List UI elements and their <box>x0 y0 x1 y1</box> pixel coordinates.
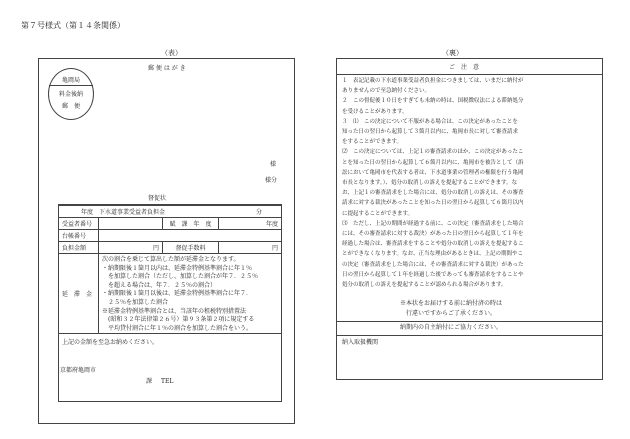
late-fee-label: 延 滞 金 <box>59 254 99 334</box>
footer-note-2: 行違いですからご了承ください。 <box>406 310 497 317</box>
note-line: お、上記１の審査請求をした場合には、処分の取消しの訴えは、その審査 <box>342 190 524 197</box>
note-line: とを知った日の翌日から起算して６箇月以内に、亀岡市を被告として（訴 <box>342 159 524 166</box>
note-line: の決定（審査請求をした場合には、その審査請求に対する裁決）があった <box>342 261 524 268</box>
note-line: 処分の取消しの訴えを提起することが認められる場合があります。 <box>342 282 507 289</box>
postage-stamp <box>48 68 94 120</box>
back-panel <box>336 58 603 380</box>
note-line: とができなくなります。なお、正当な理由があるときは、上記の期間やこ <box>342 251 524 258</box>
footer-note-1: ※本状をお届けする前に納付済の時は <box>400 300 503 307</box>
amount-label: 負担金額 <box>59 242 99 254</box>
notes-text <box>342 76 524 290</box>
note-line: 市長となります。）、処分の取消しの訴えを提起することができます。な <box>342 180 518 187</box>
issuer-city: 京都府亀岡市 <box>60 367 97 374</box>
issuer-section: 課 <box>146 378 153 385</box>
note-line: 請求に対する裁決があったことを知った日の翌日から起算して６箇月以内 <box>342 200 524 207</box>
note-line: に提起することができます。 <box>342 210 414 217</box>
front-side-label: （表） <box>161 49 182 57</box>
late-fee-line: ・納期限後１箇月以後は、延滞金特例基準割合に年７． <box>102 290 253 298</box>
late-fee-line: を超える場合は、年７．２５％の割合） <box>102 281 217 289</box>
late-fee-line: ※延滞金特例基準割合とは、当該年の租税特別措置法 <box>102 307 247 315</box>
note-line: ありませんので至急納付ください。 <box>342 88 431 95</box>
payer-number-value <box>99 218 163 230</box>
fee-label: 督促手数料 <box>163 242 219 254</box>
note-line: 訟において亀岡市を代表する者は、下水道事業の管理者の権限を行う亀岡 <box>342 169 524 176</box>
row-subject <box>59 206 282 218</box>
stamp-line3: 郵 便 <box>61 103 80 110</box>
note-line: には、その審査請求に対する裁決）があった日の翌日から起算して１年を <box>342 231 524 238</box>
addressee-sama: 様 <box>270 161 277 168</box>
note-line: ⑵ この決定については、上記１の審査請求のほか、この決定があったこ <box>342 149 524 156</box>
note-line: ２ この督促後１０日をすぎても未納の時は、国税徴収法による滞納処分 <box>342 98 524 105</box>
fiscal-year-value: 年度 <box>219 218 282 230</box>
payer-number-label: 受益者番号 <box>59 218 99 230</box>
fiscal-year-label: 賦 課 年 度 <box>163 218 219 230</box>
postcard-label: 郵 便 は が き <box>148 65 186 72</box>
notice-heading: ご 注 意 <box>449 64 480 71</box>
row-subject-text: 年度 下水道事業受益者負担金 <box>81 209 166 216</box>
note-line: ３ ⑴ この決定について不服がある場合は、この決定があったことを <box>342 118 518 125</box>
late-fee-line: 平均貸付割合に年１％の割合を加算した割合をいう。 <box>102 324 253 332</box>
ledger-number-label: 台帳番号 <box>59 230 99 242</box>
bank-label: 納入取扱機関 <box>342 339 379 346</box>
late-fee-line: (昭和３２年法律第２６号）第９３条第２項に規定する <box>102 316 255 324</box>
late-fee-line: 次の割合を乗じて算出した額が延滞金となります。 <box>102 256 240 263</box>
payment-request: 上記の金額を至急お納めください。 <box>62 339 159 347</box>
form-number: 第７号様式（第１４条関係） <box>21 21 125 30</box>
note-line: １ 表記記載の下水道事業受益者負担金につきましては、いまだに納付が <box>342 78 524 84</box>
note-line: をすることができます。 <box>342 139 403 146</box>
stamp-line1: 亀岡局 <box>61 77 80 84</box>
stamp-line2: 料金後納 <box>58 91 83 98</box>
late-fee-line: を加算した割合（ただし、加算した割合が年７．２５％ <box>102 273 259 281</box>
fee-yen: 円 <box>219 242 282 254</box>
late-fee-line: ２５％を加算した割合 <box>102 298 169 306</box>
note-line: ⑶ ただし、上記の期間が経過する前に、この決定（審査請求をした場合 <box>342 220 524 227</box>
issuer-tel: TEL <box>161 378 174 385</box>
late-fee-description <box>99 254 282 334</box>
note-line: 日の翌日から起算して１年を経過した後であっても審査請求をすることや <box>342 271 524 278</box>
late-fee-line: ・納期限後１箇月以内は、延滞金特例基準割合に年１％ <box>102 264 253 272</box>
note-line: 知った日の翌日から起算して３箇月以内に、亀岡市長に対して審査請求 <box>342 129 519 136</box>
note-line: を受けることがあります。 <box>342 108 408 115</box>
self-pay-note: 納期内の自主納付にご協力ください。 <box>400 324 503 331</box>
notice-title: 督促状 <box>148 195 167 202</box>
ledger-number-value <box>99 230 282 242</box>
addressee-yobun: 様分 <box>265 177 278 184</box>
back-side-label: （裏） <box>442 49 463 57</box>
note-line: 経過した場合は、審査請求をすることや処分の取消しの訴えを提起するこ <box>342 241 524 248</box>
row-subject-bun: 分 <box>255 209 262 216</box>
amount-yen: 円 <box>99 242 163 254</box>
